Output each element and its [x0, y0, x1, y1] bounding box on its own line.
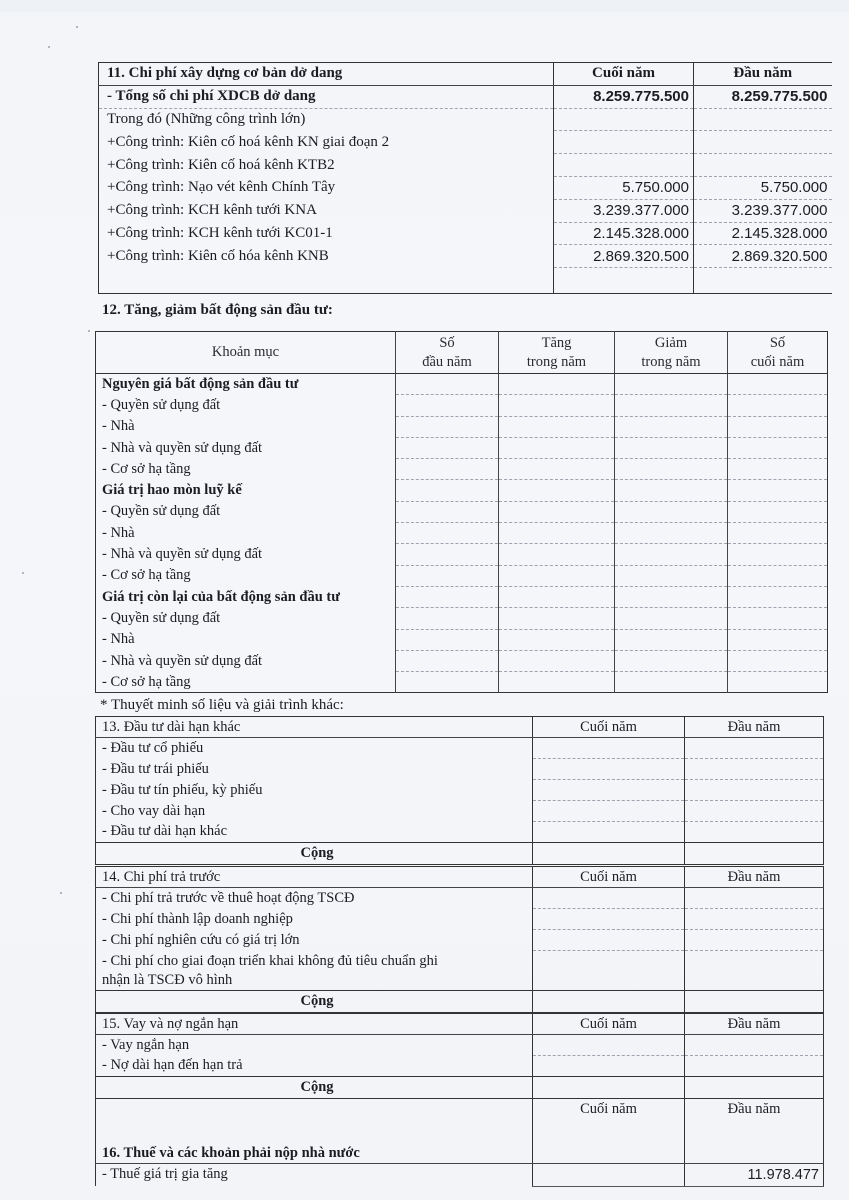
scan-speck	[22, 572, 24, 574]
value-closing	[728, 586, 828, 607]
header-text: cuối năm	[750, 353, 805, 370]
header-text: trong năm	[641, 353, 701, 370]
value-closing	[728, 395, 828, 416]
col-header-end-of-year: Cuối năm	[533, 1097, 685, 1163]
row-label: +Công trình: Kiên cố hóa kênh KNB	[99, 245, 554, 268]
value-end	[533, 909, 685, 930]
section-14-title: 14. Chi phí trả trước	[96, 867, 533, 888]
table-row	[96, 780, 824, 801]
table-row	[96, 650, 828, 671]
value-opening	[396, 544, 499, 565]
value-increase	[499, 544, 615, 565]
value-start	[685, 909, 824, 930]
row-label-line: nhận là TSCĐ vô hình	[102, 971, 233, 988]
value-closing	[728, 544, 828, 565]
value-closing	[728, 650, 828, 671]
value-increase	[499, 480, 615, 501]
value-end	[533, 801, 685, 822]
table-row	[96, 565, 828, 586]
value-start: 2.869.320.500	[694, 245, 832, 268]
table-row	[99, 199, 832, 222]
scan-speck	[88, 330, 90, 332]
row-label: - Nhà và quyền sử dụng đất	[102, 439, 263, 456]
value-increase	[499, 629, 615, 650]
total-end	[533, 843, 685, 865]
row-label: - Đầu tư dài hạn khác	[96, 822, 533, 843]
value-start: 5.750.000	[694, 176, 832, 199]
value-increase	[499, 672, 615, 693]
total-row	[96, 843, 824, 865]
table-row	[99, 154, 832, 177]
row-label: - Nợ dài hạn đến hạn trả	[96, 1056, 533, 1077]
value-end: 5.750.000	[554, 176, 694, 199]
row-label: +Công trình: Kiên cố hoá kênh KN giai đoạn 2	[99, 131, 554, 154]
col-header-start-of-year: Đầu năm	[685, 867, 824, 888]
total-end	[533, 991, 685, 1013]
value-closing	[728, 672, 828, 693]
row-label: Trong đó (Những công trình lớn)	[99, 108, 554, 131]
scan-speck	[48, 46, 50, 48]
row-label: - Đầu tư tín phiếu, kỳ phiếu	[96, 780, 533, 801]
table-row	[96, 822, 824, 843]
value-start: 11.978.477	[685, 1163, 824, 1186]
total-row	[96, 1077, 824, 1099]
value-end: 2.145.328.000	[554, 222, 694, 245]
value-increase	[499, 586, 615, 607]
group-row	[96, 374, 828, 395]
section-14-table	[95, 866, 824, 1013]
table-header	[96, 867, 824, 888]
value-end	[533, 738, 685, 759]
table-row	[96, 437, 828, 458]
value-decrease	[615, 523, 728, 544]
header-text: Tăng	[541, 334, 572, 351]
value-start: 8.259.775.500	[694, 85, 832, 108]
table-header	[96, 1014, 824, 1035]
explanatory-note: * Thuyết minh số liệu và giải trình khác:	[100, 697, 344, 713]
value-increase	[499, 523, 615, 544]
value-end	[533, 951, 685, 991]
section-16-table	[95, 1097, 824, 1187]
table-row	[96, 888, 824, 909]
value-start: 2.145.328.000	[694, 222, 832, 245]
value-start	[685, 780, 824, 801]
value-opening	[396, 672, 499, 693]
header-text: Giảm	[654, 334, 688, 351]
table-row	[96, 629, 828, 650]
section-11-table	[98, 62, 832, 294]
value-opening	[396, 416, 499, 437]
value-end	[533, 759, 685, 780]
group-row	[96, 480, 828, 501]
section-15-table	[95, 1013, 824, 1099]
section-12-table	[95, 331, 828, 693]
value-closing	[728, 523, 828, 544]
table-row	[99, 176, 832, 199]
total-start	[685, 1077, 824, 1099]
table-row	[96, 501, 828, 522]
value-closing	[728, 629, 828, 650]
row-label: - Đầu tư trái phiếu	[96, 759, 533, 780]
total-label: Cộng	[96, 843, 533, 865]
value-opening	[396, 480, 499, 501]
col-header-decrease	[615, 332, 728, 374]
value-opening	[396, 523, 499, 544]
row-label: - Tổng số chi phí XDCB dở dang	[99, 85, 554, 108]
value-end: 2.869.320.500	[554, 245, 694, 268]
section-13-table	[95, 716, 824, 865]
table-row	[96, 544, 828, 565]
value-decrease	[615, 437, 728, 458]
empty-cell	[554, 268, 694, 294]
row-label: - Quyền sử dụng đất	[102, 609, 221, 626]
empty-cell	[694, 268, 832, 294]
row-label-line: - Chi phí cho giai đoạn triển khai không đủ tiêu chuẩn ghi	[102, 952, 438, 969]
col-header-end-of-year: Cuối năm	[554, 63, 694, 86]
value-opening	[396, 437, 499, 458]
row-label: - Chi phí nghiên cứu có giá trị lớn	[96, 930, 533, 951]
value-start	[685, 738, 824, 759]
col-header-end-of-year: Cuối năm	[533, 867, 685, 888]
scan-speck	[76, 26, 78, 28]
total-row	[96, 991, 824, 1013]
value-opening	[396, 650, 499, 671]
col-header-item	[96, 332, 396, 374]
table-row	[99, 85, 832, 108]
header-text: trong năm	[526, 353, 587, 370]
value-end: 3.239.377.000	[554, 199, 694, 222]
table-row	[96, 416, 828, 437]
value-opening	[396, 629, 499, 650]
col-header-start-of-year: Đầu năm	[685, 1097, 824, 1163]
table-row	[99, 245, 832, 268]
table-row	[96, 395, 828, 416]
row-label: +Công trình: KCH kênh tưới KNA	[99, 199, 554, 222]
header-text: Khoản mục	[211, 344, 280, 360]
value-decrease	[615, 416, 728, 437]
table-row	[96, 801, 824, 822]
value-decrease	[615, 672, 728, 693]
value-opening	[396, 374, 499, 395]
table-row	[99, 222, 832, 245]
value-opening	[396, 565, 499, 586]
value-decrease	[615, 608, 728, 629]
col-header-start-of-year: Đầu năm	[685, 1014, 824, 1035]
value-decrease	[615, 374, 728, 395]
col-header-start-of-year: Đầu năm	[694, 63, 832, 86]
value-opening	[396, 586, 499, 607]
scan-speck	[60, 892, 62, 894]
value-start	[685, 951, 824, 991]
value-increase	[499, 459, 615, 480]
row-label: +Công trình: KCH kênh tưới KC01-1	[99, 222, 554, 245]
row-label: Giá trị còn lại của bất động sản đầu tư	[102, 588, 340, 605]
total-label: Cộng	[96, 991, 533, 1013]
value-decrease	[615, 629, 728, 650]
section-11-title: 11. Chi phí xây dựng cơ bản dở dang	[99, 63, 554, 86]
row-label: - Cơ sở hạ tầng	[102, 460, 191, 477]
header-text: đầu năm	[422, 353, 472, 370]
table-row	[96, 951, 824, 991]
table-row	[96, 1035, 824, 1056]
section-15-title: 15. Vay và nợ ngắn hạn	[96, 1014, 533, 1035]
row-label	[96, 951, 533, 991]
row-label: - Quyền sử dụng đất	[102, 503, 221, 520]
value-start	[685, 801, 824, 822]
value-increase	[499, 416, 615, 437]
row-label: - Thuế giá trị gia tăng	[96, 1163, 533, 1186]
value-end	[533, 1163, 685, 1186]
value-opening	[396, 608, 499, 629]
row-label: - Cơ sở hạ tầng	[102, 673, 191, 690]
value-start	[694, 108, 832, 131]
value-start: 3.239.377.000	[694, 199, 832, 222]
table-header	[96, 332, 828, 374]
value-decrease	[615, 395, 728, 416]
value-end	[554, 108, 694, 131]
value-decrease	[615, 650, 728, 671]
table-row	[96, 459, 828, 480]
value-start	[685, 759, 824, 780]
value-closing	[728, 437, 828, 458]
row-label: - Vay ngắn hạn	[96, 1035, 533, 1056]
table-header	[96, 1097, 824, 1163]
value-increase	[499, 650, 615, 671]
value-closing	[728, 608, 828, 629]
table-row	[96, 608, 828, 629]
value-start	[694, 131, 832, 154]
row-label: - Nhà	[102, 418, 135, 435]
value-end	[533, 780, 685, 801]
value-decrease	[615, 586, 728, 607]
value-start	[685, 1035, 824, 1056]
row-label: Giá trị hao mòn luỹ kế	[102, 482, 242, 499]
row-label: - Nhà	[102, 524, 135, 541]
value-closing	[728, 501, 828, 522]
row-label: Nguyên giá bất động sản đầu tư	[102, 375, 299, 392]
total-start	[685, 991, 824, 1013]
table-row	[99, 131, 832, 154]
row-label: - Nhà và quyền sử dụng đất	[102, 652, 263, 669]
table-row	[96, 1056, 824, 1077]
row-label: +Công trình: Nạo vét kênh Chính Tây	[99, 176, 554, 199]
col-header-end-of-year: Cuối năm	[533, 717, 685, 738]
value-increase	[499, 374, 615, 395]
row-label: - Đầu tư cổ phiếu	[96, 738, 533, 759]
table-row	[96, 909, 824, 930]
value-start	[694, 154, 832, 177]
table-header	[96, 717, 824, 738]
table-row	[96, 930, 824, 951]
total-start	[685, 843, 824, 865]
row-label: - Chi phí trả trước về thuê hoạt động TSCĐ	[96, 888, 533, 909]
empty-cell	[99, 268, 554, 294]
value-end: 8.259.775.500	[554, 85, 694, 108]
col-header-closing	[728, 332, 828, 374]
value-opening	[396, 459, 499, 480]
total-label: Cộng	[96, 1077, 533, 1099]
table-row	[96, 672, 828, 693]
value-closing	[728, 459, 828, 480]
table-row-empty	[99, 268, 832, 294]
value-end	[533, 1035, 685, 1056]
table-row	[96, 759, 824, 780]
section-16-title: 16. Thuế và các khoản phải nộp nhà nước	[96, 1097, 533, 1163]
value-decrease	[615, 565, 728, 586]
col-header-opening	[396, 332, 499, 374]
value-closing	[728, 416, 828, 437]
value-decrease	[615, 480, 728, 501]
table-row	[96, 738, 824, 759]
row-label: - Quyền sử dụng đất	[102, 396, 221, 413]
row-label: - Chi phí thành lập doanh nghiệp	[96, 909, 533, 930]
table-row	[96, 1163, 824, 1186]
value-end	[533, 1056, 685, 1077]
value-end	[554, 154, 694, 177]
value-start	[685, 930, 824, 951]
value-increase	[499, 501, 615, 522]
value-end	[533, 930, 685, 951]
col-header-start-of-year: Đầu năm	[685, 717, 824, 738]
value-start	[685, 888, 824, 909]
value-start	[685, 1056, 824, 1077]
row-label: +Công trình: Kiên cố hoá kênh KTB2	[99, 154, 554, 177]
row-label: - Cơ sở hạ tầng	[102, 567, 191, 584]
total-end	[533, 1077, 685, 1099]
value-end	[533, 822, 685, 843]
table-row	[96, 523, 828, 544]
value-increase	[499, 437, 615, 458]
col-header-increase	[499, 332, 615, 374]
row-label: - Cho vay dài hạn	[96, 801, 533, 822]
header-text: Số	[439, 334, 455, 351]
col-header-end-of-year: Cuối năm	[533, 1014, 685, 1035]
value-start	[685, 822, 824, 843]
value-increase	[499, 395, 615, 416]
row-label: - Nhà	[102, 631, 135, 648]
row-label: - Nhà và quyền sử dụng đất	[102, 546, 263, 563]
value-decrease	[615, 544, 728, 565]
value-increase	[499, 565, 615, 586]
value-end	[533, 888, 685, 909]
table-row	[99, 108, 832, 131]
header-text: Số	[769, 334, 786, 351]
value-decrease	[615, 501, 728, 522]
table-header	[99, 63, 832, 86]
value-opening	[396, 501, 499, 522]
value-closing	[728, 480, 828, 501]
value-decrease	[615, 459, 728, 480]
value-increase	[499, 608, 615, 629]
value-opening	[396, 395, 499, 416]
value-end	[554, 131, 694, 154]
section-12-title: 12. Tăng, giảm bất động sản đầu tư:	[102, 302, 333, 318]
value-closing	[728, 565, 828, 586]
section-12-body	[96, 374, 828, 693]
section-13-title: 13. Đầu tư dài hạn khác	[96, 717, 533, 738]
group-row	[96, 586, 828, 607]
value-closing	[728, 374, 828, 395]
